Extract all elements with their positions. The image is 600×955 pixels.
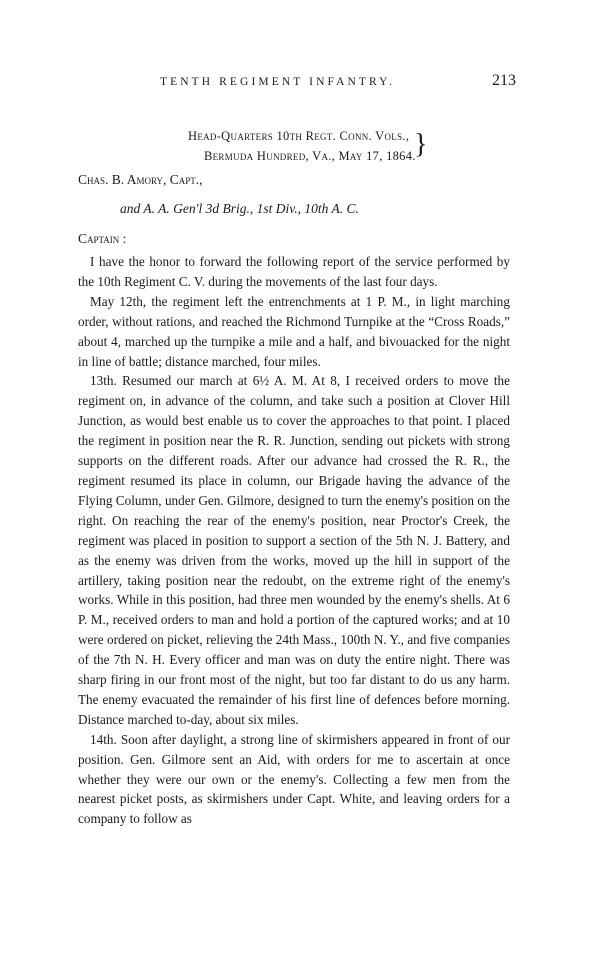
recipient-name: Chas. B. Amory, Capt., — [78, 172, 203, 187]
dateline-line-1: Head-Quarters 10th Regt. Conn. Vols., — [188, 129, 410, 143]
dateline — [188, 126, 428, 166]
report-body — [78, 252, 510, 829]
paragraph-13th: 13th. Resumed our march at 6½ A. M. At 8, I received orders to move the regiment on, in advance of the column, and take such a position at Clover Hill Junction, as would best enable us to cover the approaches to that point. I placed the regiment in position near the R. R. Junction, sending out pickets with strong supports on the different roads. After our advance had crossed the R. R., the regiment resumed its place in column, our Brigade having the advance of the Flying Column, under Gen. Gilmore, designed to turn the enemy's position on the right. On reaching the rear of the enemy's position, near Proctor's Creek, the regiment was placed in position to support a section of the 5th N. J. Battery, and as the enemy was driven from the works, moved up the hill in support of the artillery, taking position near the redoubt, on the extreme right of the enemy's works. While in this position, had three men wounded by the enemy's shells. At 6 P. M., received orders to man and hold a portion of the captured works; and at 10 were ordered on picket, relieving the 24th Mass., 100th N. Y., and five companies of the 7th N. H. Every officer and man was on duty the entire night. There was sharp firing in our front most of the night, but too far distant to do us any harm. The enemy evacuated the remainder of his first line of defences before morning. Distance marched to-day, about six miles. — [78, 373, 510, 727]
dateline-brace: } — [413, 129, 428, 160]
paragraph-may-12: May 12th, the regiment left the entrenchments at 1 P. M., in light marching order, without rations, and reached the Richmond Turnpike at the “Cross Roads,” about 4, marched up the turnpike a mile and a half, and bivouacked for the night in line of battle; distance marched, four miles. — [78, 293, 510, 369]
dateline-line-2: Bermuda Hundred, Va., May 17, 1864. — [204, 149, 416, 163]
greeting: Captain : — [78, 231, 127, 246]
running-title: TENTH REGIMENT INFANTRY. — [160, 76, 396, 88]
paragraph-14th: 14th. Soon after daylight, a strong line of skirmishers appeared in front of our position. Gen. Gilmore sent an Aid, with orders for me to ascertain at once whether they were our own or the enemy's. Collecting a few men from the nearest picket posts, as skirmishers under Capt. White, and leaving orders for a company to follow as — [78, 731, 510, 827]
page-number: 213 — [492, 72, 516, 89]
recipient-title: and A. A. Gen'l 3d Brig., 1st Div., 10th A. C. — [120, 201, 359, 216]
paragraph-intro: I have the honor to forward the following report of the service performed by the 10th Regiment C. V. during the movements of the last four days. — [78, 254, 510, 289]
